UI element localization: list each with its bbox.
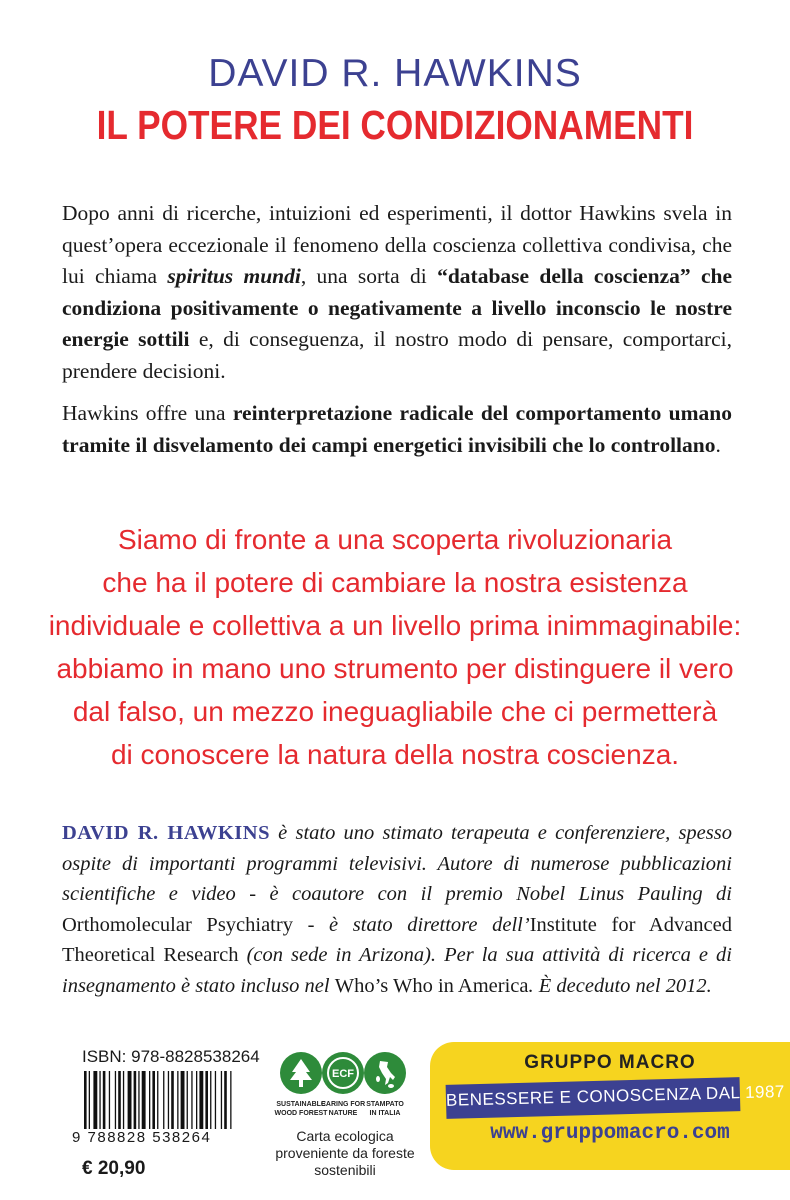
- tree-icon: [280, 1052, 322, 1094]
- quote-line: di conoscere la natura della nostra coscienza.: [110, 739, 680, 770]
- pull-quote: [0, 518, 790, 776]
- author-name: DAVID R. HAWKINS: [208, 52, 582, 95]
- svg-text:ECF: ECF: [332, 1068, 354, 1080]
- eco-paper-text: Carta ecologica proveniente da foreste sostenibili: [275, 1128, 415, 1178]
- quote-line: dal falso, un mezzo ineguagliabile che ci permetterà: [72, 696, 718, 727]
- quote-line: che ha il potere di cambiare la nostra esistenza: [102, 567, 688, 598]
- quote-line: individuale e collettiva a un livello prima inimmaginabile:: [48, 610, 742, 641]
- quote-line: abbiamo in mano uno strumento per distinguere il vero: [56, 653, 734, 684]
- description-paragraph-2: Hawkins offre una reinterpretazione radicale del comportamento umano tramite il disvelamento dei campi energetici invisibili che lo controllano.: [62, 401, 732, 457]
- description-paragraph-1: Dopo anni di ricerche, intuizioni ed esperimenti, il dottor Hawkins svela in quest’opera eccezionale il fenomeno della coscienza collettiva condivisa, che lui chiama spiritus mundi, una sorta di “database della coscienza” che condiziona positivamente o negativamente a livello inconscio le nostre energie sottili e, di conseguenza, il nostro modo di pensare, comportarci, prendere decisioni.: [62, 201, 732, 383]
- publisher-name: GRUPPO MACRO: [524, 1052, 696, 1073]
- badge-label: STAMPATO IN ITALIA: [366, 1101, 404, 1117]
- publisher-url[interactable]: www.gruppomacro.com: [490, 1122, 730, 1145]
- price: € 20,90: [82, 1158, 146, 1179]
- barcode: [82, 1071, 252, 1137]
- barcode-number: 9 788828 538264: [72, 1129, 212, 1146]
- ecf-icon: [322, 1052, 364, 1094]
- badge-label: SUSTAINABLE WOOD FOREST: [274, 1101, 328, 1117]
- quote-line: Siamo di fronte a una scoperta rivoluzionaria: [117, 524, 673, 555]
- isbn-text: ISBN: 978-8828538264: [82, 1047, 260, 1066]
- author-bio: DAVID R. HAWKINS è stato uno stimato terapeuta e conferenziere, spesso ospite di importanti programmi televisivi. Autore di numerose pubblicazioni scientifiche e video - è coautore con il premio Nobel Linus Pauling di Orthomolecular Psychiatry - è stato direttore dell’Institute for Advanced Theoretical Research (con sede in Arizona). Per la sua attività di ricerca e di insegnamento è stato incluso nel Who’s Who in America. È deceduto nel 2012.: [62, 822, 732, 997]
- publisher-slogan: BENESSERE E CONOSCENZA DAL 1987: [445, 1081, 786, 1110]
- badge-label: CARING FOR NATURE: [320, 1101, 366, 1117]
- italy-map-icon: [364, 1052, 406, 1094]
- book-title: IL POTERE DEI CONDIZIONAMENTI: [96, 102, 694, 148]
